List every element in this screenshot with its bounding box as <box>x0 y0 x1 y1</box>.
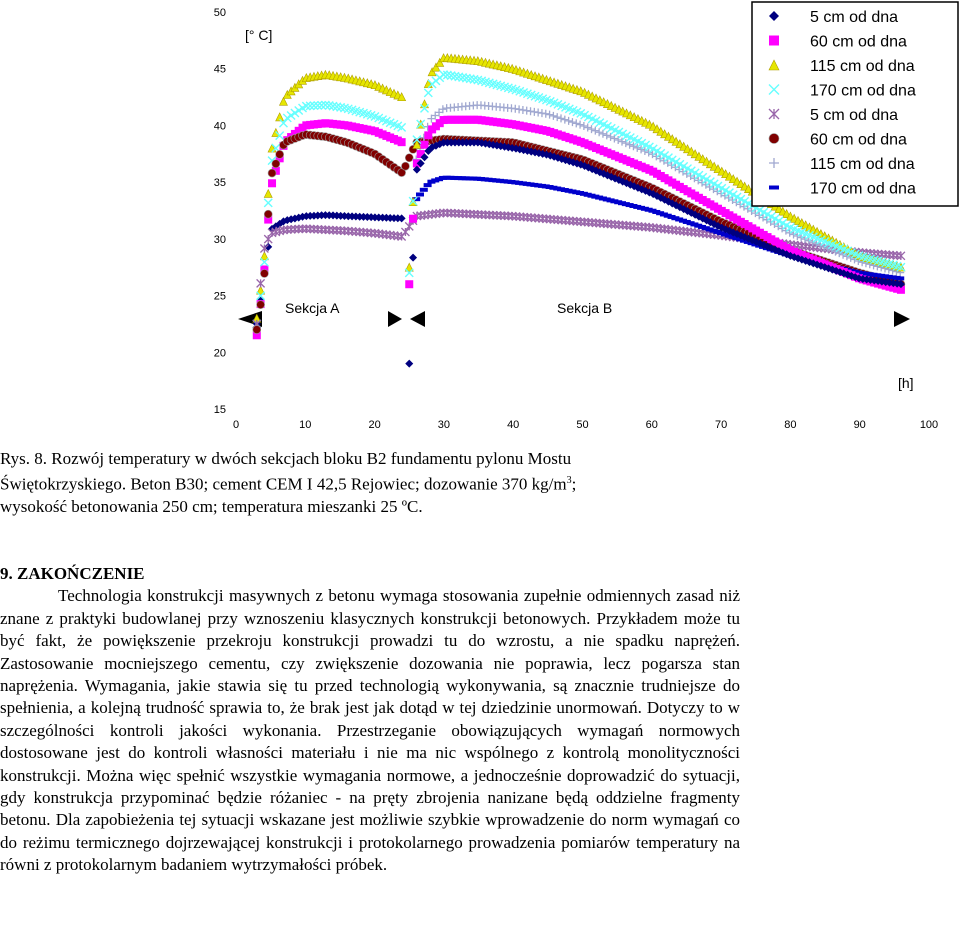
data-point <box>264 189 272 197</box>
data-point <box>568 118 576 126</box>
section-b-left-arrow <box>410 311 425 327</box>
data-point <box>420 188 428 192</box>
data-point <box>405 222 413 230</box>
figure-caption <box>0 448 740 519</box>
x-tick-label: 70 <box>714 419 728 431</box>
data-point <box>553 113 561 121</box>
section-body <box>0 585 740 876</box>
y-unit-label: [° C] <box>245 27 273 43</box>
caption-line-1: Rys. 8. Rozwój temperatury w dwóch sekcjach bloku B2 fundamentu pylonu Mostu <box>0 449 572 468</box>
data-point <box>268 144 276 152</box>
legend-marker <box>769 36 779 46</box>
legend-entry: 115 cm od dna <box>810 58 915 75</box>
y-tick-label: 40 <box>213 120 226 133</box>
legend <box>752 2 958 206</box>
y-tick-label: 25 <box>213 290 226 303</box>
data-point <box>257 301 265 309</box>
caption-line-3: wysokość betonowania 250 cm; temperatura mieszanki 25 ºC. <box>0 497 423 517</box>
x-tick-label: 90 <box>853 419 866 431</box>
legend-entry: 115 cm od dna <box>810 156 915 173</box>
data-point <box>595 128 603 136</box>
legend-marker <box>769 134 779 144</box>
data-point <box>561 116 569 124</box>
legend-entry: 170 cm od dna <box>810 180 916 198</box>
data-point <box>276 150 284 158</box>
data-point <box>599 130 607 138</box>
data-point <box>424 89 432 97</box>
data-point <box>610 134 618 142</box>
x-tick-label: 100 <box>919 419 939 431</box>
legend-entry: 5 cm od dna <box>810 9 899 26</box>
data-point <box>565 117 573 125</box>
data-point <box>549 112 557 120</box>
legend-entry: 5 cm od dna <box>810 107 899 124</box>
y-tick-label: 35 <box>213 177 226 190</box>
data-point <box>580 122 588 130</box>
data-point <box>572 119 580 127</box>
y-axis-ticks <box>214 7 226 416</box>
data-point <box>268 169 276 177</box>
section-markers <box>238 300 910 327</box>
x-tick-label: 20 <box>368 419 381 431</box>
data-point <box>253 326 261 334</box>
legend-entry: 60 cm od dna <box>810 33 907 51</box>
data-point <box>416 192 424 196</box>
y-tick-label: 30 <box>213 233 226 246</box>
y-tick-label: 20 <box>213 347 226 360</box>
x-tick-label: 30 <box>437 419 451 431</box>
data-point <box>257 279 265 287</box>
data-point <box>409 215 417 223</box>
y-tick-label: 50 <box>213 7 226 19</box>
data-point <box>268 179 276 187</box>
legend-entry: 60 cm od dna <box>810 131 907 149</box>
data-point <box>542 110 550 118</box>
data-point <box>405 360 413 368</box>
temperature-chart <box>0 0 960 440</box>
data-point <box>607 133 615 141</box>
data-point <box>591 127 599 135</box>
section-heading: 9. ZAKOŃCZENIE <box>0 563 145 583</box>
data-point <box>603 131 611 139</box>
data-point <box>409 254 417 262</box>
data-point <box>264 199 272 207</box>
data-point <box>398 138 406 146</box>
data-point <box>557 114 565 122</box>
x-tick-label: 50 <box>576 419 589 431</box>
y-tick-label: 15 <box>213 404 226 416</box>
data-point <box>424 183 432 187</box>
x-tick-label: 0 <box>232 419 240 431</box>
data-point <box>401 228 409 236</box>
data-point <box>272 160 280 168</box>
section-a-right-arrow <box>388 311 402 327</box>
caption-line-2-end: ; <box>571 475 577 495</box>
x-axis-ticks <box>233 419 938 431</box>
data-point <box>405 280 413 288</box>
data-point <box>401 162 409 170</box>
data-point <box>420 141 428 149</box>
data-point <box>546 111 554 119</box>
data-point <box>264 210 272 218</box>
x-tick-label: 40 <box>507 419 520 431</box>
data-point <box>618 138 626 146</box>
data-point <box>896 276 904 280</box>
x-tick-label: 80 <box>784 419 797 431</box>
document-text <box>0 448 740 877</box>
data-point <box>588 125 596 133</box>
data-point <box>576 121 584 129</box>
caption-line-2 <box>0 470 740 496</box>
x-tick-label: 60 <box>645 419 658 431</box>
x-unit-label: [h] <box>898 375 914 391</box>
data-point <box>405 154 413 162</box>
caption-superscript: 3 <box>566 475 572 487</box>
data-point <box>622 139 630 147</box>
data-point <box>260 269 268 277</box>
x-tick-label: 10 <box>299 419 312 431</box>
caption-line-2-text: Świętokrzyskiego. Beton B30; cement CEM I 42,5 Rejowiec; dozowanie 370 kg/m <box>0 475 567 495</box>
section-body-text: Technologia konstrukcji masywnych z betonu wymaga stosowania zupełnie odmiennych zasad niż znane z praktyki budowlanej przy wznoszeniu klasycznych konstrukcji betonowych. Przykładem może tu być fakt, że powiększenie przekroju konstrukcji prowadzi tu do wzrostu, a nie spadku naprężeń. Zastosowanie mocniejszego cementu, czy zwiększenie dozowania nie poprawia, lecz pogarsza stan naprężenia. Wymagania, jakie stawia się tu przed technologią wykonywania, są znacznie trudniejsze do spełnienia, a kolejną trudność sprawia to, że brak jest jak dotąd w tej dziedzinie unormowań. Dotyczy to w szczególności kontroli jakości wykonania. Przestrzeganie obowiązujących wymagań normowych dostosowane jest do kontroli własności materiału i nie ma nic wspólnego z kontrolą monolityczności konstrukcji. Można więc spełnić wszystkie wymagania normowe, a jednocześnie doprowadzić do sytuacji, gdy konstrukcja przypominać będzie różaniec - na pręty zbrojenia nanizane będą oddzielne fragmenty betonu. Dla zapobieżenia tej sytuacji wskazane jest możliwie szybkie wprowadzenie do norm wymagań co do reżimu termicznego dojrzewającej konstrukcji i protokolarnego prowadzenia pomiarów temperatury na równi z protokolarnym badaniem wytrzymałości próbek. <box>0 586 740 875</box>
annotation-sekcja-a: Sekcja A <box>285 300 340 316</box>
y-tick-label: 45 <box>213 63 226 76</box>
data-point <box>420 100 428 108</box>
legend-marker <box>769 186 779 190</box>
data-point <box>614 136 622 144</box>
annotation-sekcja-b: Sekcja B <box>557 300 613 316</box>
section-b-right-arrow <box>894 311 910 327</box>
data-point <box>584 124 592 132</box>
legend-entry: 170 cm od dna <box>810 82 916 100</box>
